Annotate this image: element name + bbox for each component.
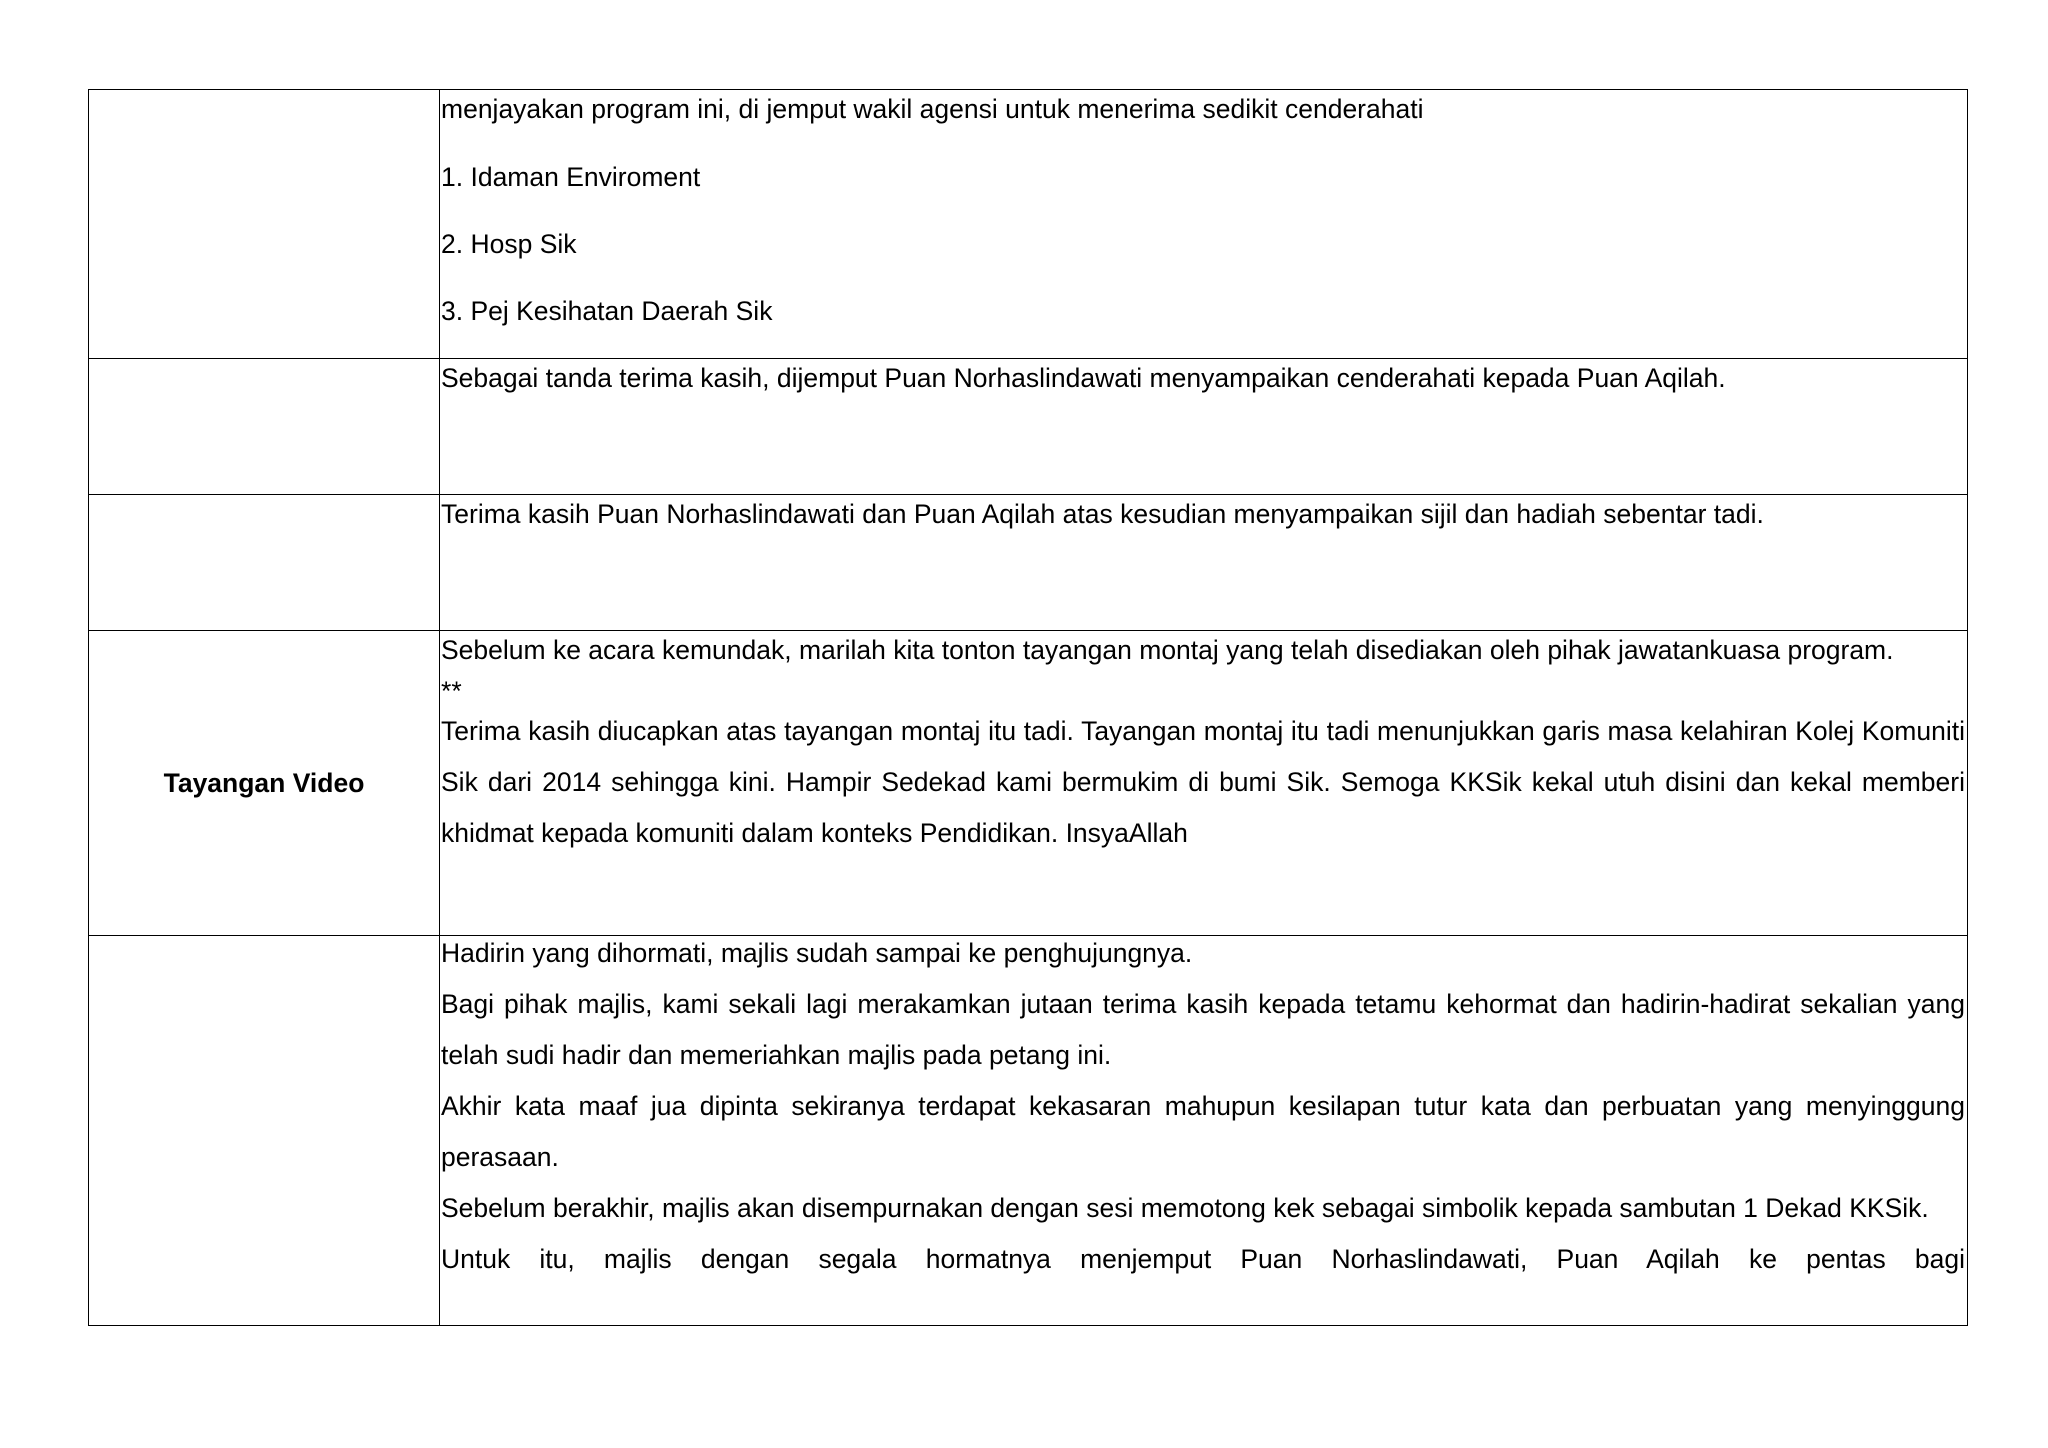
list-item: 3. Pej Kesihatan Daerah Sik <box>441 296 773 326</box>
table-row <box>89 936 1968 1326</box>
separator-mark: ** <box>441 676 462 706</box>
row-content <box>440 936 1968 1326</box>
row-label <box>89 90 440 359</box>
paragraph: Sebelum ke acara kemundak, marilah kita tonton tayangan montaj yang telah disediakan oleh pihak jawatankuasa program. <box>441 635 1894 665</box>
table-row <box>89 90 1968 359</box>
paragraph: Hadirin yang dihormati, majlis sudah sampai ke penghujungnya. <box>441 938 1193 968</box>
paragraph: Akhir kata maaf jua dipinta sekiranya terdapat kekasaran mahupun kesilapan tutur kata dan perbuatan yang menyinggung perasaan. <box>441 1091 1965 1172</box>
table-row <box>89 631 1968 936</box>
row-content <box>440 495 1968 631</box>
row-content <box>440 359 1968 495</box>
script-table <box>88 89 1968 1326</box>
paragraph: Sebagai tanda terima kasih, dijemput Puan Norhaslindawati menyampaikan cenderahati kepada Puan Aqilah. <box>441 363 1726 393</box>
paragraph: Bagi pihak majlis, kami sekali lagi merakamkan jutaan terima kasih kepada tetamu kehormat dan hadirin-hadirat sekalian yang telah sudi hadir dan memeriahkan majlis pada petang ini. <box>441 989 1965 1070</box>
table-row <box>89 359 1968 495</box>
paragraph: Untuk itu, majlis dengan segala hormatnya menjemput Puan Norhaslindawati, Puan Aqilah ke pentas bagi <box>441 1244 1965 1274</box>
row-label <box>89 936 440 1326</box>
row-content <box>440 90 1968 359</box>
intro-line: menjayakan program ini, di jemput wakil agensi untuk menerima sedikit cenderahati <box>441 94 1424 124</box>
list-item: 1. Idaman Enviroment <box>441 162 701 192</box>
section-label-tayangan-video: Tayangan Video <box>89 631 440 936</box>
row-label <box>89 495 440 631</box>
row-content <box>440 631 1968 936</box>
row-label <box>89 359 440 495</box>
list-item: 2. Hosp Sik <box>441 229 577 259</box>
paragraph: Sebelum berakhir, majlis akan disempurnakan dengan sesi memotong kek sebagai simbolik kepada sambutan 1 Dekad KKSik. <box>441 1193 1929 1223</box>
paragraph: Terima kasih diucapkan atas tayangan montaj itu tadi. Tayangan montaj itu tadi menunjukkan garis masa kelahiran Kolej Komuniti Sik dari 2014 sehingga kini. Hampir Sedekad kami bermukim di bumi Sik. Semoga KKSik kekal utuh disini dan kekal memberi khidmat kepada komuniti dalam konteks Pendidikan. InsyaAllah <box>441 716 1965 848</box>
paragraph: Terima kasih Puan Norhaslindawati dan Puan Aqilah atas kesudian menyampaikan sijil dan hadiah sebentar tadi. <box>441 499 1764 529</box>
table-row <box>89 495 1968 631</box>
